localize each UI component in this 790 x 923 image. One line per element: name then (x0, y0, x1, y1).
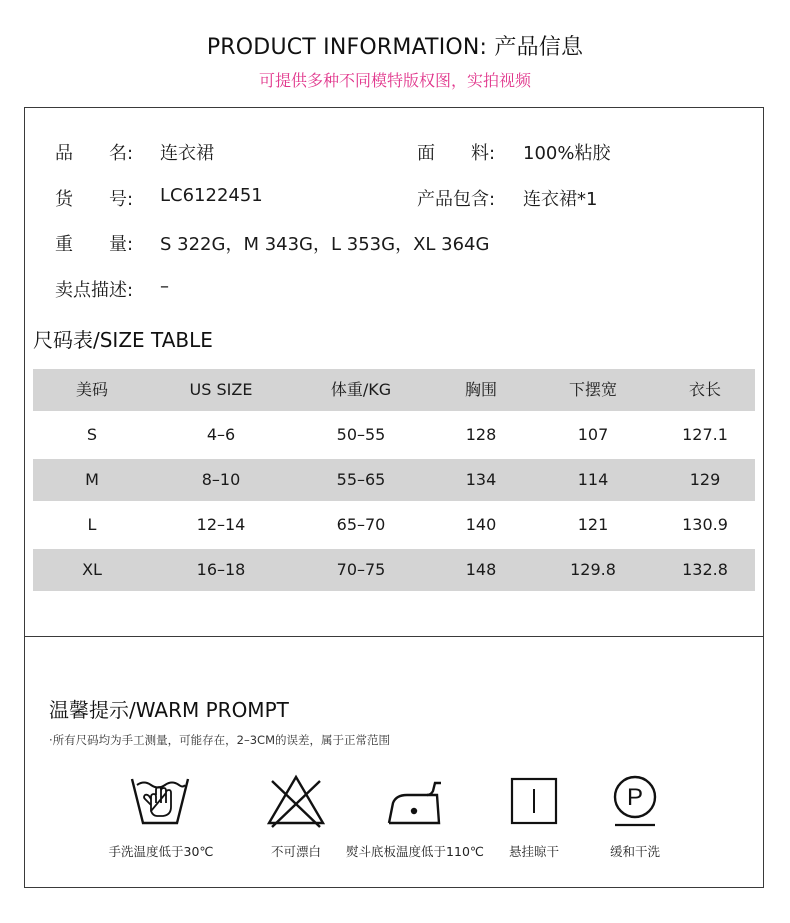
table-cell: 127.1 (682, 425, 728, 444)
table-cell: 16–18 (196, 560, 246, 579)
dry-clean-p-icon (609, 773, 661, 829)
code-value: LC6122451 (160, 185, 263, 206)
table-cell: 128 (465, 425, 497, 444)
table-cell: M (85, 470, 99, 489)
table-header-cell: 体重/KG (330, 380, 392, 399)
table-cell: 107 (577, 425, 609, 444)
table-cell: 12–14 (196, 515, 246, 534)
table-header-cell: 衣长 (688, 380, 721, 399)
desc-label: 卖点描述: (55, 280, 134, 301)
size-table-title: 尺码表/SIZE TABLE (33, 328, 213, 352)
table-header-cell: 胸围 (464, 380, 497, 399)
code-label: 货 号: (55, 189, 134, 210)
care-label-dry-clean: 缓和干洗 (609, 844, 660, 859)
svg-text:P: P (626, 784, 644, 811)
size-table (33, 369, 755, 591)
name-value: 连衣裙 (160, 143, 214, 164)
section-divider (25, 636, 763, 637)
table-row (33, 549, 755, 591)
table-header-cell: US SIZE (189, 380, 253, 399)
table-header-cell: 美码 (75, 380, 108, 399)
table-row (33, 414, 755, 456)
care-label-hand-wash: 手洗温度低于30℃ (108, 844, 214, 859)
table-cell: 148 (465, 560, 497, 579)
weight-label: 重 量: (55, 234, 134, 255)
table-header-cell: 下摆宽 (568, 380, 617, 399)
table-cell: 129.8 (570, 560, 616, 579)
warm-prompt-note: ·所有尺码均为手工测量，可能存在，2–3CM的误差，属于正常范围 (49, 733, 390, 747)
table-cell: 134 (465, 470, 497, 489)
table-cell: 121 (577, 515, 609, 534)
warm-prompt-title: 温馨提示/WARM PROMPT (49, 698, 289, 722)
includes-value: 连衣裙*1 (523, 189, 598, 210)
table-cell: S (86, 425, 98, 444)
table-cell: 129 (689, 470, 721, 489)
table-cell: 50–55 (336, 425, 386, 444)
table-cell: 70–75 (336, 560, 386, 579)
no-bleach-icon (266, 773, 326, 829)
table-row (33, 459, 755, 501)
hand-wash-icon (129, 773, 191, 829)
table-cell: 132.8 (682, 560, 728, 579)
care-label-no-bleach: 不可漂白 (270, 844, 321, 859)
fabric-label: 面 料: (417, 143, 496, 164)
desc-value: – (160, 276, 169, 297)
table-cell: 4–6 (206, 425, 236, 444)
name-label: 品 名: (55, 143, 134, 164)
page-subtitle: 可提供多种不同模特版权图，实拍视频 (258, 71, 531, 90)
table-cell: 8–10 (201, 470, 241, 489)
table-cell: 140 (465, 515, 497, 534)
table-cell: 65–70 (336, 515, 386, 534)
fabric-value: 100%粘胶 (523, 143, 611, 164)
table-cell: 130.9 (682, 515, 728, 534)
table-row (33, 504, 755, 546)
care-label-iron: 熨斗底板温度低于110℃ (346, 844, 484, 859)
table-cell: 114 (577, 470, 609, 489)
table-cell: L (87, 515, 97, 534)
iron-icon (387, 773, 443, 829)
hang-dry-icon (510, 773, 558, 829)
table-cell: XL (82, 560, 102, 579)
weight-value: S 322G，M 343G，L 353G，XL 364G (160, 234, 490, 255)
page-title: PRODUCT INFORMATION: 产品信息 (206, 35, 584, 60)
table-header-row (33, 369, 755, 411)
product-info-frame (24, 107, 764, 888)
table-cell: 55–65 (336, 470, 386, 489)
includes-label: 产品包含: (417, 189, 496, 210)
care-label-hang-dry: 悬挂晾干 (508, 844, 559, 859)
